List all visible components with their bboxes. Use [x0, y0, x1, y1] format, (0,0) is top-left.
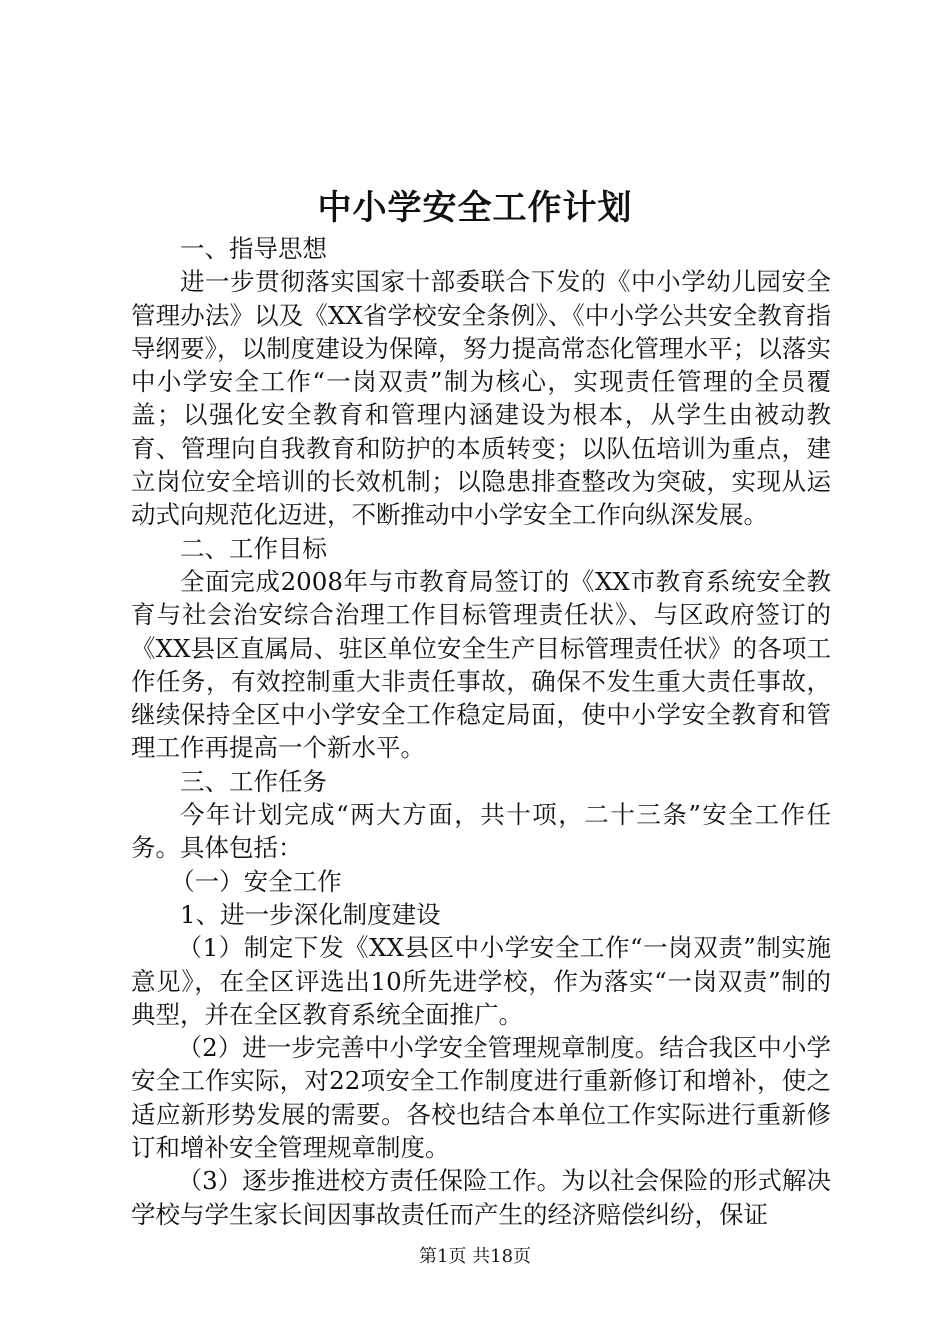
page-footer: 第1页 共18页	[418, 1246, 532, 1267]
section-heading: 一、指导思想	[180, 234, 327, 263]
list-item: （1）制定下发《XX县区中小学安全工作“一岗双责”制实施意见》，在全区评选出10所先进学校，作为落实“一岗双责”制的典型，并在全区教育系统全面推广。	[131, 933, 831, 1029]
section-heading: 二、工作目标	[180, 533, 327, 563]
subsection-heading: （一）安全工作	[170, 866, 342, 896]
list-item: （3）逐步推进校方责任保险工作。为以社会保险的形式解决学校与学生家长间因事故责任而产生的经济赔偿纠纷，保证	[131, 1166, 831, 1229]
document-title: 中小学安全工作计划	[317, 188, 633, 228]
paragraph: 全面完成2008年与市教育局签订的《XX市教育系统安全教育与社会治安综合治理工作目标管理责任状》、与区政府签订的《XX县区直属局、驻区单位安全生产目标管理责任状》的各项工作任务，有效控制重大非责任事故，确保不发生重大责任事故，继续保持全区中小学安全工作稳定局面，使中小学安全教育和管理工作再提高一个新水平。	[131, 566, 831, 763]
document-body	[131, 232, 831, 1231]
section-heading: 三、工作任务	[180, 766, 327, 796]
paragraph: 进一步贯彻落实国家十部委联合下发的《中小学幼儿园安全管理办法》以及《XX省学校安全条例》、《中小学公共安全教育指导纲要》，以制度建设为保障，努力提高常态化管理水平；以落实中小学安全工作“一岗双责”制为核心，实现责任管理的全员覆盖；以强化安全教育和管理内涵建设为根本，从学生由被动教育、管理向自我教育和防护的本质转变；以队伍培训为重点，建立岗位安全培训的长效机制；以隐患排查整改为突破，实现从运动式向规范化迈进，不断推动中小学安全工作向纵深发展。	[131, 267, 831, 530]
list-item: （2）进一步完善中小学安全管理规章制度。结合我区中小学安全工作实际，对22项安全工作制度进行重新修订和增补，使之适应新形势发展的需要。各校也结合本单位工作实际进行重新修订和增补安全管理规章制度。	[131, 1033, 831, 1163]
paragraph: 今年计划完成“两大方面，共十项，二十三条”安全工作任务。具体包括：	[131, 800, 831, 863]
subsection-heading: 1、进一步深化制度建设	[180, 899, 441, 929]
